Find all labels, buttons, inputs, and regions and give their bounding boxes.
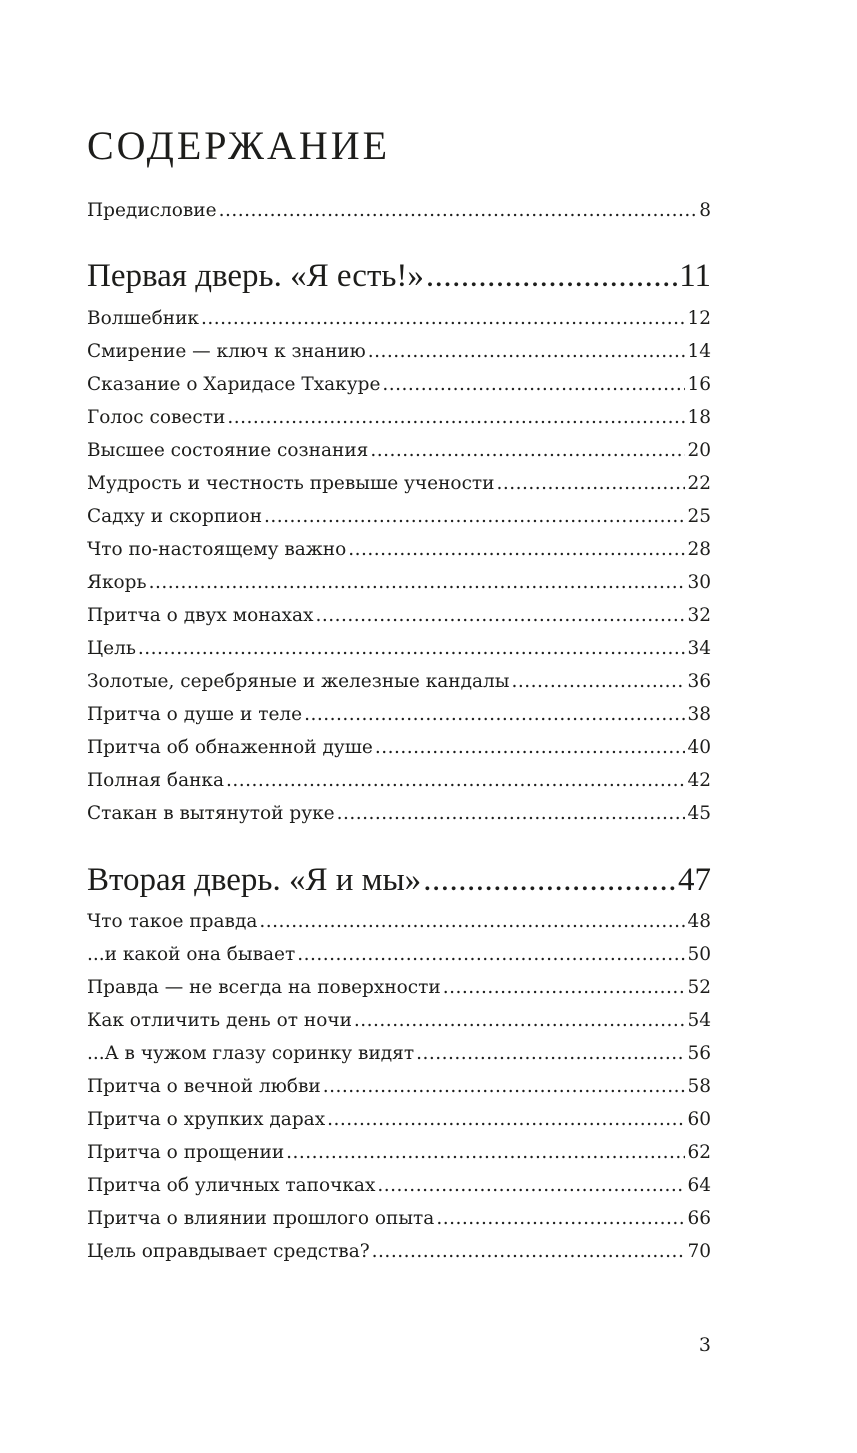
toc-entry-page: 32 [687,605,711,626]
toc-entry-page: 62 [687,1142,711,1163]
toc-entry-page: 56 [687,1043,711,1064]
toc-section-title: Первая дверь. «Я есть!» [87,258,424,294]
toc-entry [87,1004,711,1037]
toc-entry-title: Притча о влиянии прошлого опыта [87,1208,435,1229]
toc-entry-page: 16 [687,374,711,395]
toc-entry-title: Садху и скорпион [87,506,263,527]
toc-entry [87,1235,711,1268]
toc-entry-page: 42 [687,770,711,791]
dot-leader [227,401,685,434]
toc-entry [87,1202,711,1235]
toc-entry [87,566,711,599]
dot-leader [382,368,685,401]
dot-leader [226,764,685,797]
dot-leader [201,302,685,335]
toc-entry-page: 40 [687,737,711,758]
toc-entry-title: Полная банка [87,770,225,791]
toc-entry-title: Притча о душе и теле [87,704,303,725]
dot-leader [337,797,686,830]
dot-leader [377,1169,685,1202]
toc-entry-title: Притча о хрупких дарах [87,1109,326,1130]
toc-entry [87,632,711,665]
dot-leader [416,1037,685,1070]
dot-leader [497,467,686,500]
toc-entry-title: Голос совести [87,407,226,428]
toc-entry-page: 48 [687,911,711,932]
toc-entry-page: 45 [687,803,711,824]
toc-entry-title: Высшее состояние сознания [87,440,369,461]
toc-entry-title: Цель [87,638,136,659]
toc-entry-title: Волшебник [87,308,199,329]
toc-entry [87,401,711,434]
toc-entry-page: 50 [687,944,711,965]
dot-leader [348,533,685,566]
dot-leader [297,938,685,971]
toc-entry [87,938,711,971]
toc-entry [87,1070,711,1103]
toc-entry-page: 36 [687,671,711,692]
toc-section-page: 11 [679,258,711,294]
dot-leader [138,632,686,665]
dot-leader [304,698,685,731]
toc-entry-title: Якорь [87,572,147,593]
toc-entry [87,467,711,500]
dot-leader [259,905,685,938]
toc-entry [87,698,711,731]
toc-entry [87,731,711,764]
toc-entry-title: ...и какой она бывает [87,944,296,965]
toc-entry-title: Золотые, серебряные и железные кандалы [87,671,510,692]
toc-entry-title: Мудрость и честность превыше учености [87,473,495,494]
toc-entry-page: 54 [687,1010,711,1031]
dot-leader [368,335,686,368]
toc-entry-page: 18 [687,407,711,428]
toc-entry-page: 52 [687,977,711,998]
toc-entry-title: Сказание о Харидасе Тхакуре [87,374,381,395]
toc-entry [87,905,711,938]
toc-entry-title: Притча об уличных тапочках [87,1175,376,1196]
toc-entry-title: Что такое правда [87,911,258,932]
toc-entry [87,599,711,632]
toc-entry-page: 70 [687,1241,711,1262]
dot-leader [512,665,686,698]
toc-entry-page: 25 [687,506,711,527]
toc-entry-title: Притча о прощении [87,1142,285,1163]
toc-entry [87,500,711,533]
toc-section-2 [87,858,711,902]
toc-entry-page: 8 [699,200,711,221]
dot-leader [436,1202,685,1235]
toc-entry-page: 20 [687,440,711,461]
toc-entry-page: 66 [687,1208,711,1229]
toc-entry-title: Притча об обнаженной душе [87,737,373,758]
toc-entry [87,533,711,566]
toc-entry-title: Как отличить день от ночи [87,1010,352,1031]
toc-entry-title: Что по-настоящему важно [87,539,347,560]
toc-entry-title: Смирение — ключ к знанию [87,341,366,362]
toc-entry [87,302,711,335]
dot-leader [264,500,685,533]
toc-entry [87,1103,711,1136]
toc-entry-title: ...А в чужом глазу соринку видят [87,1043,415,1064]
toc-entry-title: Цель оправдывает средства? [87,1241,370,1262]
toc-entry [87,971,711,1004]
page-title: СОДЕРЖАНИЕ [87,123,391,168]
toc-entry [87,1037,711,1070]
toc-entry [87,797,711,830]
dot-leader [327,1103,685,1136]
dot-leader [286,1136,685,1169]
toc-entry-page: 38 [687,704,711,725]
toc-entry-page: 22 [687,473,711,494]
toc-entry-title: Притча о вечной любви [87,1076,321,1097]
toc-entry-page: 12 [687,308,711,329]
dot-leader [219,194,698,227]
toc-entry-page: 28 [687,539,711,560]
dot-leader [354,1004,686,1037]
toc-section-page: 47 [678,862,711,898]
dot-leader [443,971,686,1004]
toc-entry-page: 64 [687,1175,711,1196]
toc-entry-title: Притча о двух монахах [87,605,314,626]
toc-entry [87,368,711,401]
toc-entry-title: Правда — не всегда на поверхности [87,977,441,998]
dot-leader [370,434,685,467]
toc-section-title: Вторая дверь. «Я и мы» [87,862,422,898]
dot-leader [423,858,676,902]
page-number: 3 [698,1334,711,1356]
dot-leader [323,1070,686,1103]
toc-entry-page: 58 [687,1076,711,1097]
dot-leader [372,1235,686,1268]
toc-entry [87,1136,711,1169]
toc-entry-page: 60 [687,1109,711,1130]
toc-entry [87,665,711,698]
dot-leader [375,731,686,764]
toc-entry [87,434,711,467]
toc-entry-page: 34 [687,638,711,659]
toc-entry-title: Стакан в вытянутой руке [87,803,335,824]
toc-entry-title: Предисловие [87,200,217,221]
toc-entry [87,335,711,368]
dot-leader [149,566,686,599]
toc-entry-page: 14 [687,341,711,362]
toc-entry [87,1169,711,1202]
toc-entry-page: 30 [687,572,711,593]
dot-leader [426,254,677,298]
dot-leader [316,599,686,632]
toc-entry-preface [87,194,711,227]
toc-section-1 [87,254,711,298]
toc-entry [87,764,711,797]
